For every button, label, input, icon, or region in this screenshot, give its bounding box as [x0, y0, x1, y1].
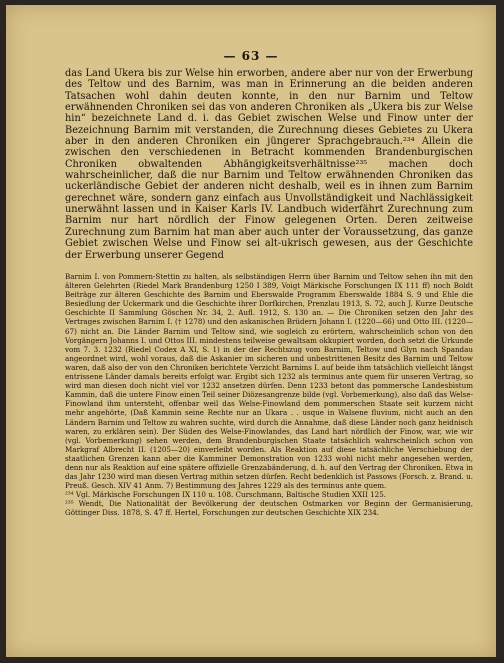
footnotes: Barnim I. von Pommern-Stettin zu halten, als selbständigen Herrn über Barnim und Teltow sehen ihn mit den älteren Gelehrten (Riedel Mark Brandenburg 1250 I 389, Voigt Märkische Forschungen IX 111 ff) noch Boldt Beiträge zur älteren Geschichte des Barnim und Eberswalde Programm Eberswalde 1884 S. 9 und Ehle die Besiedlung der Uckermark und die Geschichte ihrer Dorfkirchen, Prenzlau 1913, S. 72, auch J. Kurze Deutsche Geschichte II Sammlung Göschen Nr. 34, 2. Aufl. 1912, S. 130 an. — Die Chroniken setzen den Jahr des Vertrages zwischen Barnim I. († 1278) und den askanischen Brüdern Johann I. (1220—66) und Otto III. (1220—67) nicht an. Die Länder Barnim und Teltow sind, wie sogleich zu erörtern, wahrscheinlich schon von den Vorgängern Johanns I. und Ottos III. mindestens teilweise gewaltsam okkupiert worden, doch setzt die Urkunde vom 7. 3. 1232 (Riedel Codex A XI, S. 1) in der der Rechtszug vom Barnim, Teltow und Glyn nach Spandau angeordnet wird, wohl voraus, daß die Askanier im sicheren und unbestrittenen Besitz des Barnim und Teltow waren, daß also der von den Chroniken berichtete Verzicht Barnims I. auf beide ihm tatsächlich vielleicht längst entrissene Länder damals bereits erfolgt war. Ergibt sich 1232 als terminus ante quem für unseren Vertrag, so wird man diesen doch nicht viel vor 1232 ansetzen dürfen. Denn 1233 betont das pommersche Landesbistum Kammin, daß die untere Finow einen Teil seiner Diözesangrenze bilde (vgl. Vorbemerkung), also daß das Welse-Finowland ihm untersteht, offenbar weil das Welse-Finowland dem pommerschen Staate seit kurzem nicht mehr angehörte, (Daß Kammin seine Rechte nur an Ukara . . usque in Walsene fluvium, nicht auch an den Ländern Barnim und Teltow zu wahren suchte, wird durch die Annahme, daß diese Länder noch ganz heidnisch waren, zu erklären sein). Der Süden des Welse-Finowlandes, das Land hart nördlich der Finow, war, wie wir (vgl. Vorbemerkung) sehen werden, dem Brandenburgischen Staate tatsächlich wahrscheinlich schon von Markgraf Albrecht II. (1205—20) einverleibt worden. Als Reaktion auf diese tatsächliche Verschiebung der staatlichen Grenzen kann aber die Kamminer Demonstration von 1233 wohl nicht mehr angesehen werden, denn nur als Reaktion auf eine spätere offizielle Grenzabänderung, d. h. auf den Vertrag der Chroniken. Etwa in das Jahr 1230 wird man diesen Vertrag mithin setzen dürfen. Recht bedenklich ist Passows (Forsch. z. Brand. u. Preuß. Gesch. XIV 41 Anm. 7) Bestimmung des Jahres 1229 als des terminus ante quem. ²³⁴ Vgl. Märkische Forschungen IX 110 u. 108. Curschmann, Baltische Studien XXII 125. ²³⁵ Wendt, Die Nationalität der Bevölkerung der deutschen Ostmarken vor Beginn der Germanisierung, Göttinger Diss. 1878, S. 47 ff. Hertel, Forschungen zur deutschen Geschichte XIX 234. — [65, 272, 473, 518]
page-number: — 63 — — [223, 49, 279, 63]
body-text: das Land Ukera bis zur Welse hin erworben, andere aber nur von der Erwerbung des Teltow und des Barnim, was man in Erinnerung an die beiden anderen Tatsachen wohl dahin deuten konnte, in den nur Barnim und Teltow erwähnenden Chroniken sei das von anderen Chroniken als „Ukera bis zur Welse hin“ bezeichnete Land d. i. das Gebiet zwischen Welse und Finow unter der Bezeichnung Barnim mit verstanden, die Zurechnung dieses Gebietes zu Ukera aber in den anderen Chroniken ein jüngerer Sprachgebrauch.²³⁴ Allein die zwischen den verschiedenen in Betracht kommenden Brandenburgischen Chroniken obwaltenden Abhängigkeitsverhältnisse²³⁵ machen doch wahrscheinlicher, daß die nur Barnim und Teltow erwähnenden Chroniken das uckerländische Gebiet der anderen nicht deshalb, weil es in ihnen zum Barnim gerechnet wäre, sondern ganz einfach aus Unvollständigkeit und Nachlässigkeit unerwähnt lassen und in Kaiser Karls IV. Landbuch widerfährt Zurechnung zum Barnim nur hart nördlich der Finow gelegenen Orten. Deren zeitweise Zurechnung zum Barnim hat man aber auch unter der Voraussetzung, das ganze Gebiet zwischen Welse und Finow sei alt-ukrisch gewesen, aus der Geschichte der Erwerbung unserer Gegend — [65, 68, 473, 261]
document-page — [6, 5, 496, 657]
